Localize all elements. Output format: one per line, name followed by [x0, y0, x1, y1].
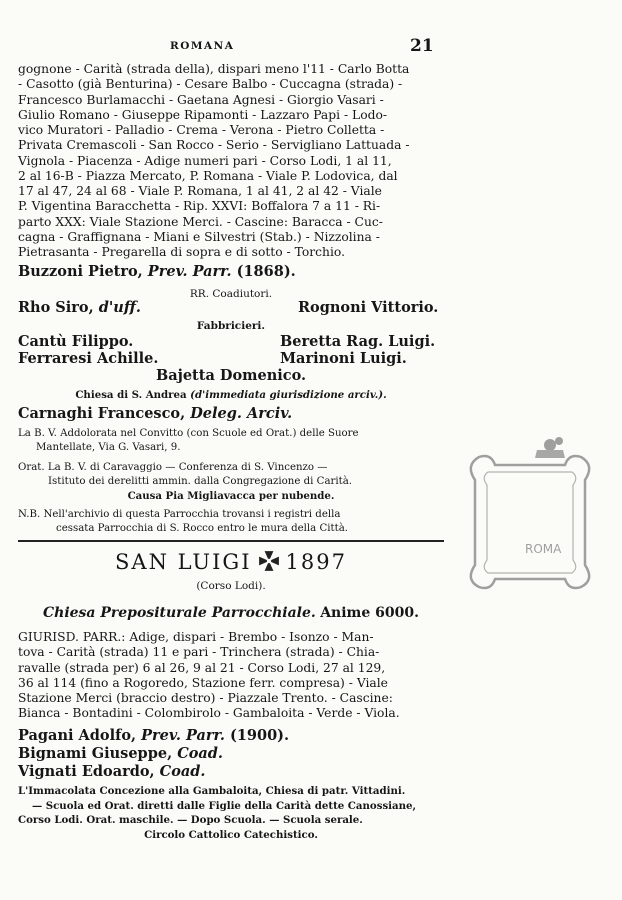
text-line: Bianca - Bontadini - Colombirolo - Gambaloita - Verde - Viola.	[18, 706, 400, 721]
delegate-name: Carnaghi Francesco,	[18, 405, 186, 422]
provost-name: Buzzoni Pietro,	[18, 263, 143, 280]
coadjutor-row	[18, 299, 444, 316]
coadjutor-name: Bignami Giuseppe,	[18, 745, 173, 762]
text-line: 36 al 114 (fino a Rogoredo, Stazione ferr. compresa) - Viale	[18, 675, 388, 690]
section-divider	[18, 540, 444, 542]
coadjutor-role: Coad.	[159, 763, 206, 780]
text-line: parto XXX: Viale Stazione Merci. - Cascine: Baracca - Cuc-	[18, 214, 383, 229]
text-line: P. Vigentina Baracchetta - Rip. XXVI: Boffalora 7 a 11 - Ri-	[18, 199, 381, 214]
chiesa-name: Chiesa di S. Andrea	[75, 389, 187, 401]
text-line: Orat. La B. V. di Caravaggio — Conferenza di S. Vincenzo —	[18, 462, 328, 473]
text-line: Privata Cremascoli - San Rocco - Serio - Servigliano Lattuada -	[18, 138, 410, 153]
text-line: Istituto dei derelitti ammin. dalla Congregazione di Carità.	[48, 475, 353, 487]
page-header	[0, 38, 622, 58]
provost-entry	[18, 263, 444, 280]
jurisdiction-paragraph	[18, 630, 444, 722]
chiesa-sant-andrea	[18, 389, 444, 401]
church-type-line	[18, 605, 444, 621]
caravaggio-note	[18, 461, 444, 488]
fabbriciere-name: Ferraresi Achille.	[18, 350, 159, 367]
fabbriciere-name: Cantù Filippo.	[18, 333, 134, 350]
text-line: La B. V. Addolorata nel Convitto (con Scuole ed Orat.) delle Suore	[18, 428, 359, 439]
street-list-paragraph	[18, 62, 444, 260]
text-line: Stazione Merci (braccio destro) - Piazzale Trento. - Cascine:	[18, 691, 393, 705]
coadjutor-role: Coad.	[177, 745, 223, 762]
text-line: — Scuola ed Orat. diretti dalle Figlie della Carità dette Canossiane,	[32, 799, 417, 812]
coadjutor-left-role: d'uff.	[98, 299, 141, 316]
library-stamp-icon	[455, 425, 605, 625]
text-line: vico Muratori - Palladio - Crema - Verona - Pietro Colletta -	[18, 123, 385, 137]
text-line: 17 al 47, 24 al 68 - Viale P. Romana, 1 al 41, 2 al 42 - Viale	[18, 184, 382, 198]
text-line: Vignola - Piacenza - Adige numeri pari - Corso Lodi, 1 al 11,	[18, 153, 392, 168]
coadjutor-entry	[18, 763, 444, 780]
provost-role: Prev. Parr.	[147, 263, 232, 280]
text-line: Francesco Burlamacchi - Gaetana Agnesi - Giorgio Vasari -	[18, 92, 384, 107]
text-line: - Casotto (già Benturina) - Cesare Balbo - Cuccagna (strada) -	[18, 77, 403, 92]
maltese-cross-icon	[258, 550, 280, 572]
stamp-text: ROMA	[525, 542, 562, 556]
text-line: ravalle (strada per) 6 al 26, 9 al 21 - Corso Lodi, 27 al 129,	[18, 660, 386, 675]
provost-name: Pagani Adolfo,	[18, 727, 137, 744]
text-line: cessata Parrocchia di S. Rocco entro le mura della Città.	[56, 523, 349, 534]
provost-role: Prev. Parr.	[141, 727, 225, 744]
text-line: Corso Lodi. Orat. maschile. — Dopo Scuola. — Scuola serale.	[18, 814, 363, 826]
running-title: ROMANA	[170, 40, 235, 52]
coadjutor-right-name: Rognoni Vittorio.	[298, 299, 439, 316]
fabbriciere-name: Beretta Rag. Luigi.	[280, 333, 436, 350]
fabbricieri-row	[18, 333, 444, 350]
coadjutor-left-name: Rho Siro,	[18, 299, 94, 316]
fabbricieri-row	[18, 350, 444, 367]
church-subtitle: (Corso Lodi).	[196, 580, 266, 592]
addolorata-note	[18, 427, 444, 455]
text-line: Pietrasanta - Pregarella di sopra e di sotto - Torchio.	[18, 245, 345, 259]
text-line: cagna - Graffignana - Miani e Silvestri (Stab.) - Nizzolina -	[18, 229, 380, 244]
san-luigi-title	[18, 550, 444, 574]
church-name: SAN LUIGI	[115, 550, 252, 574]
provost-entry	[18, 727, 444, 744]
text-line: N.B. Nell'archivio di questa Parrocchia trovansi i registri della	[18, 509, 341, 520]
chiesa-note: (d'immediata giurisdizione arciv.).	[190, 389, 387, 401]
church-year: 1897	[285, 550, 347, 574]
delegate-role: Deleg. Arciv.	[190, 405, 293, 422]
text-line: gognone - Carità (strada della), dispari meno l'11 - Carlo Botta	[18, 62, 410, 76]
text-line: L'Immacolata Concezione alla Gambaloita, Chiesa di patr. Vittadini.	[18, 785, 406, 797]
provost-year: (1868).	[236, 263, 296, 280]
circolo-line: Circolo Cattolico Catechistico.	[144, 829, 318, 841]
fabbricieri-heading: Fabbricieri.	[196, 320, 266, 332]
causa-pia: Causa Pia Migliavacca per nubende.	[127, 490, 335, 502]
coadjutors-heading: RR. Coadiutori.	[189, 288, 273, 300]
fabbriciere-name: Marinoni Luigi.	[280, 350, 407, 367]
church-type: Chiesa Prepositurale Parrocchiale.	[43, 605, 316, 621]
text-line: tova - Carità (strada) 11 e pari - Trinchera (strada) - Chia-	[18, 645, 380, 660]
fabbriciere-name: Bajetta Domenico.	[155, 367, 307, 384]
text-line: Giulio Romano - Giuseppe Ripamonti - Lazzaro Papi - Lodo-	[18, 107, 388, 122]
nb-note	[18, 508, 444, 536]
immacolata-notes	[18, 784, 444, 828]
text-line: Mantellate, Via G. Vasari, 9.	[36, 442, 181, 453]
text-line: 2 al 16-B - Piazza Mercato, P. Romana - Viale P. Lodovica, dal	[18, 168, 398, 183]
coadjutor-entry	[18, 745, 444, 762]
provost-year: (1900).	[229, 727, 290, 744]
delegate-entry	[18, 405, 444, 422]
page-number: 21	[410, 36, 434, 56]
church-souls: Anime 6000.	[320, 605, 419, 621]
text-line: GIURISD. PARR.: Adige, dispari - Brembo - Isonzo - Man-	[18, 630, 374, 644]
coadjutor-name: Vignati Edoardo,	[18, 763, 155, 780]
